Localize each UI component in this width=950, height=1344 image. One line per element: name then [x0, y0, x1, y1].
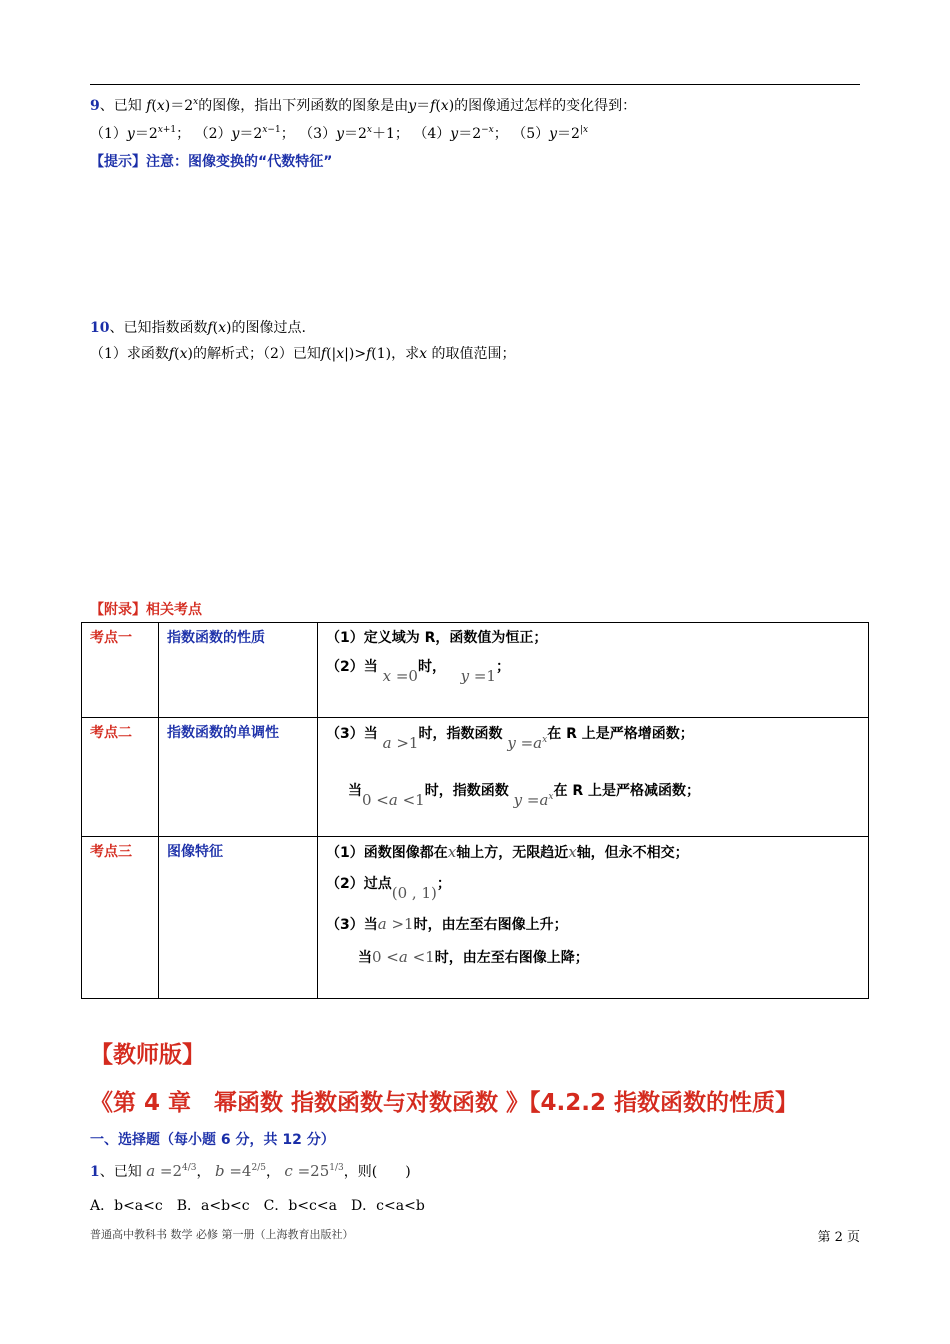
- appendix-title: 【附录】相关考点: [90, 602, 202, 618]
- question-10-stem: 10、已知指数函数f(x)的图像过点.: [90, 320, 306, 336]
- row-label: 考点一: [82, 623, 159, 718]
- question-9-items: $(1)y=2^{x+1}$； $(2)y=2^{x-1}$； $(3)y=2^x+1$； $(4)y=2^{-x}$； $(5)y=2^{|x}$: [90, 125, 589, 142]
- row-content: （1）函数图像都在x轴上方，无限趋近x轴，但永不相交； （2）过点(0 , 1)； （3）当a >1时，由左至右图像上升； 当0 <a <1时，由左至右图像上降；: [318, 837, 869, 999]
- row-topic: 图像特征: [159, 837, 318, 999]
- row-topic: 指数函数的性质: [159, 623, 318, 718]
- row-topic: 指数函数的单调性: [159, 718, 318, 837]
- table-row: [82, 623, 869, 718]
- row-content: （3）当 a >1时，指数函数 $y =a^x$在 R 上是严格增函数； 当0 <a <1时，指数函数 $y =a^x$在 R 上是严格减函数；: [318, 718, 869, 837]
- question-9-stem: 9、已知 $f(x)=2^x$的图像，指出下列函数的图象是由y＝f(x)的图像通过怎样的变化得到：: [90, 97, 637, 114]
- question-10-parts: （1）求函数f(x)的解析式；（2）已知f(|x|)>f(1)，求x 的取值范围；: [90, 346, 516, 362]
- chapter-title: 《第 4 章 幂函数 指数函数与对数函数 》【4.2.2 指数函数的性质】: [90, 1090, 799, 1116]
- appendix-table: [81, 622, 869, 999]
- question-number: 10: [90, 320, 110, 336]
- footer-page-number: 第 2 页: [817, 1230, 860, 1245]
- row-label: 考点二: [82, 718, 159, 837]
- table-row: [82, 837, 869, 999]
- question-number: 9: [90, 98, 100, 114]
- question-9-hint: 【提示】注意：图像变换的“代数特征”: [90, 154, 333, 170]
- row-content: （1）定义域为 R，函数值为恒正； （2）当 x =0时， y =1；: [318, 623, 869, 718]
- question-1-options: A．b<a<c B．a<b<c C．b<c<a D．c<a<b: [90, 1198, 425, 1214]
- footer-book-title: 普通高中教科书 数学 必修 第一册（上海教育出版社）: [90, 1228, 354, 1241]
- question-number: 1: [90, 1164, 100, 1180]
- question-1-stem: 1、已知 $a =2^{4/3}$， $b =4^{2/5}$， $c =25^{1/3}$，则( ): [90, 1162, 411, 1180]
- table-row: [82, 718, 869, 837]
- row-label: 考点三: [82, 837, 159, 999]
- header-rule: [90, 84, 860, 85]
- teacher-edition-title: 【教师版】: [90, 1042, 205, 1068]
- section-title: 一、选择题（每小题 6 分，共 12 分）: [90, 1132, 335, 1148]
